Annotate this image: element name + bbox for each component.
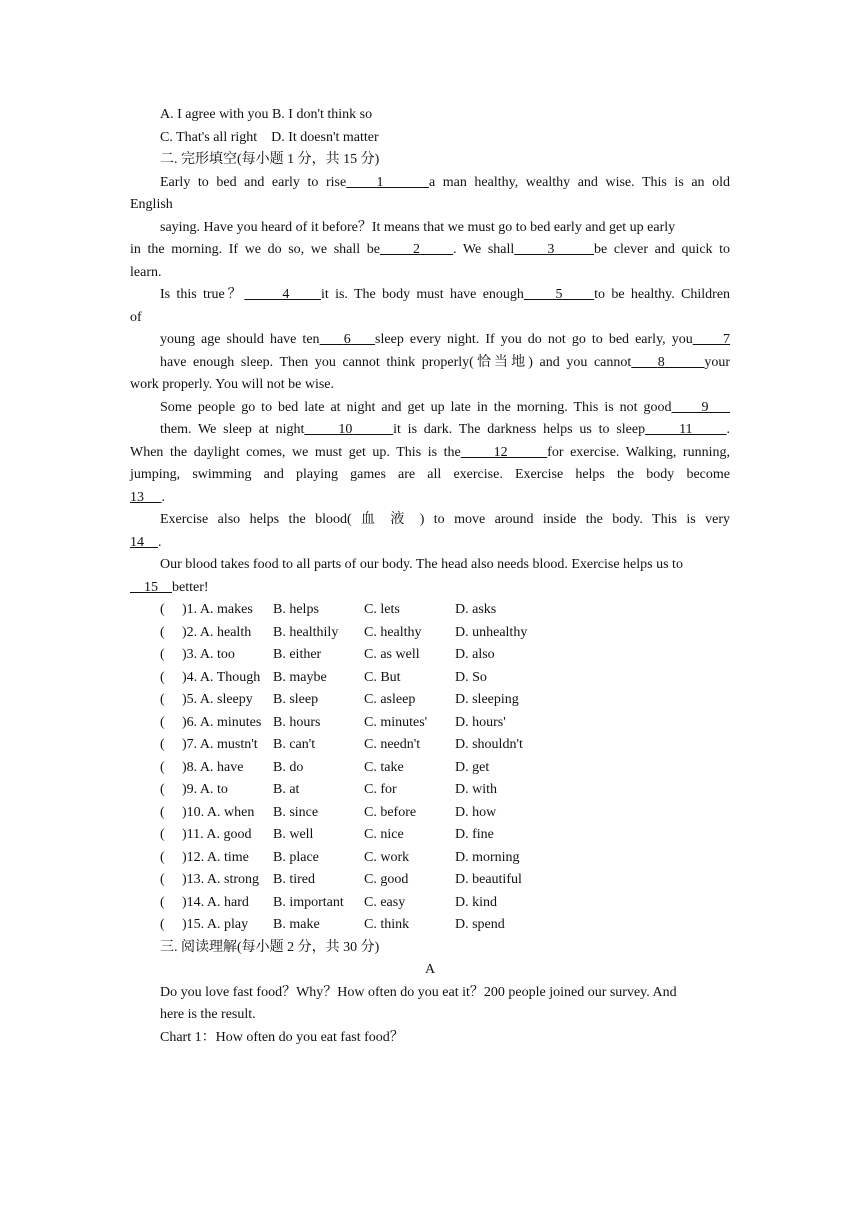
option-a: )8. A. have <box>182 759 244 775</box>
option-b: B. important <box>273 894 344 910</box>
blank-14: 14 <box>130 534 144 550</box>
passage-line: learn. <box>130 264 162 280</box>
option-d: D. hours' <box>455 714 506 730</box>
section-heading-reading: 三. 阅读理解(每小题 2 分，共 30 分) <box>160 939 380 955</box>
question-row <box>160 824 575 847</box>
passage-line: of <box>130 309 142 325</box>
question-bracket: ( <box>160 849 165 865</box>
passage-line: young age should have ten 6 sleep every night. If you do not go to bed early, you 7 <box>160 332 731 347</box>
option-d: D. also <box>455 647 495 662</box>
blank-15: 15 <box>144 579 158 595</box>
option-b: B. tired <box>273 872 315 887</box>
passage-title: A <box>424 962 436 977</box>
option-a: )10. A. when <box>182 804 255 820</box>
passage-line: When the daylight comes, we must get up. This is the 12 for exercise. Walking, running, <box>130 444 730 460</box>
question-bracket: ( <box>160 602 165 617</box>
option-c: C. easy <box>364 894 406 910</box>
passage-line: saying. Have you heard of it before？It means that we must go to bed early and get up early <box>160 219 676 235</box>
option-b: B. well <box>273 827 314 842</box>
section-heading-cloze: 二. 完形填空(每小题 1 分，共 15 分) <box>160 152 380 167</box>
question-bracket: ( <box>160 827 165 842</box>
question-bracket: ( <box>160 804 165 820</box>
option-c: C. asleep <box>364 692 416 707</box>
question-row <box>160 757 575 780</box>
question-row <box>160 644 575 667</box>
question-row <box>160 914 575 937</box>
option-b: B. make <box>273 917 320 932</box>
blank-3: 3 <box>547 242 555 257</box>
option-b: B. at <box>273 782 300 797</box>
question-row <box>160 599 575 622</box>
question-row <box>160 712 575 735</box>
option-a: )4. A. Though <box>182 669 261 685</box>
blank-11: 11 <box>679 422 693 437</box>
option-c: C. good <box>364 872 409 887</box>
option-c: C. think <box>364 917 410 932</box>
option-b: B. either <box>273 647 322 662</box>
option-d: D. sleeping <box>455 692 519 707</box>
passage-line: 15 better! <box>130 577 730 600</box>
blank-5: 5 <box>555 287 563 302</box>
option-d: D. beautiful <box>455 872 522 887</box>
question-bracket: ( <box>160 714 165 730</box>
option-d: D. asks <box>455 602 497 617</box>
cloze-questions <box>160 599 575 937</box>
option-d: D. with <box>455 782 497 797</box>
option-line: C. That's all right D. It doesn't matter <box>160 129 379 145</box>
question-bracket: ( <box>160 669 165 685</box>
option-c: C. for <box>364 782 397 797</box>
option-b: B. maybe <box>273 669 327 685</box>
option-a: )15. A. play <box>182 917 249 932</box>
option-b: B. do <box>273 759 304 775</box>
option-a: )7. A. mustn't <box>182 737 258 752</box>
question-bracket: ( <box>160 692 165 707</box>
option-c: C. take <box>364 759 404 775</box>
blank-10: 10 <box>338 422 353 437</box>
option-a: )12. A. time <box>182 849 249 865</box>
option-a: )9. A. to <box>182 782 228 797</box>
option-a: )11. A. good <box>182 827 252 842</box>
option-b: B. healthily <box>273 624 339 640</box>
question-row <box>160 802 575 825</box>
exam-page <box>130 104 730 1049</box>
option-c: C. lets <box>364 602 400 617</box>
option-c: C. as well <box>364 647 420 662</box>
question-row <box>160 667 575 690</box>
option-c: C. healthy <box>364 624 422 640</box>
blank-4: 4 <box>282 287 290 302</box>
option-a: )6. A. minutes <box>182 714 262 730</box>
blank-6: 6 <box>343 332 351 347</box>
option-b: B. helps <box>273 602 319 617</box>
passage-line: here is the result. <box>160 1007 256 1022</box>
option-b: B. place <box>273 849 319 865</box>
question-bracket: ( <box>160 872 165 887</box>
question-bracket: ( <box>160 894 165 910</box>
option-c: C. work <box>364 849 410 865</box>
option-a: )1. A. makes <box>182 602 253 617</box>
passage-line: Our blood takes food to all parts of our body. The head also needs blood. Exercise helps us to <box>160 557 683 572</box>
question-bracket: ( <box>160 759 165 775</box>
option-d: D. shouldn't <box>455 737 523 752</box>
question-bracket: ( <box>160 647 165 662</box>
option-b: B. sleep <box>273 692 319 707</box>
option-d: D. fine <box>455 827 494 842</box>
passage-line: Do you love fast food？Why？How often do you eat it？200 people joined our survey. And <box>160 984 677 1000</box>
passage-line: in the morning. If we do so, we shall be 2 . We shall 3 be clever and quick to <box>130 242 731 257</box>
question-bracket: ( <box>160 624 165 640</box>
option-c: C. But <box>364 669 401 685</box>
question-row <box>160 689 575 712</box>
chart-caption: Chart 1：How often do you eat fast food？ <box>160 1029 404 1045</box>
passage-line: 14 . <box>130 534 162 550</box>
blank-2: 2 <box>413 242 421 257</box>
passage-line: them. We sleep at night 10 it is dark. The darkness helps us to sleep 11 . <box>160 422 731 437</box>
passage-line: Is this true？ 4 it is. The body must have enough 5 to be healthy. Children <box>160 287 731 302</box>
option-c: C. needn't <box>364 737 421 752</box>
option-d: D. unhealthy <box>455 624 528 640</box>
option-a: )3. A. too <box>182 647 235 662</box>
option-b: B. hours <box>273 714 321 730</box>
option-a: )5. A. sleepy <box>182 692 253 707</box>
blank-13: 13 <box>130 489 144 505</box>
passage-line: jumping, swimming and playing games are all exercise. Exercise helps the body become <box>130 467 730 482</box>
passage-line: Early to bed and early to rise 1 a man healthy, wealthy and wise. This is an old <box>160 174 731 190</box>
question-bracket: ( <box>160 782 165 797</box>
option-a: )2. A. health <box>182 624 252 640</box>
option-b: B. can't <box>273 737 316 752</box>
option-b: B. since <box>273 804 319 820</box>
option-d: D. spend <box>455 917 505 932</box>
question-bracket: ( <box>160 917 165 932</box>
blank-12: 12 <box>493 444 508 460</box>
question-row <box>160 892 575 915</box>
option-d: D. kind <box>455 894 497 910</box>
question-row <box>160 869 575 892</box>
blank-1: 1 <box>376 174 384 190</box>
passage-line: English <box>130 197 173 212</box>
passage-line: have enough sleep. Then you cannot think properly(恰当地) and you cannot 8 your <box>160 354 731 370</box>
option-c: C. minutes' <box>364 714 428 730</box>
blank-8: 8 <box>657 354 665 370</box>
blank-9: 9 <box>701 399 709 415</box>
option-c: C. nice <box>364 827 404 842</box>
option-d: D. get <box>455 759 490 775</box>
question-row <box>160 779 575 802</box>
question-row <box>160 847 575 870</box>
blank-7: 7 <box>723 332 731 347</box>
question-bracket: ( <box>160 737 165 752</box>
option-a: )14. A. hard <box>182 894 249 910</box>
passage-line: Exercise also helps the blood( 血 液 ) to move around inside the body. This is very <box>160 512 730 527</box>
question-row <box>160 622 575 645</box>
passage-line: work properly. You will not be wise. <box>130 377 335 392</box>
option-d: D. morning <box>455 849 520 865</box>
option-c: C. before <box>364 804 417 820</box>
passage-line: 13 . <box>130 489 165 505</box>
question-row <box>160 734 575 757</box>
passage-line: Some people go to bed late at night and get up late in the morning. This is not good 9 <box>130 397 730 420</box>
option-d: D. So <box>455 669 487 685</box>
option-a: )13. A. strong <box>182 872 259 887</box>
option-line: A. I agree with you B. I don't think so <box>160 107 373 122</box>
option-d: D. how <box>455 804 497 820</box>
